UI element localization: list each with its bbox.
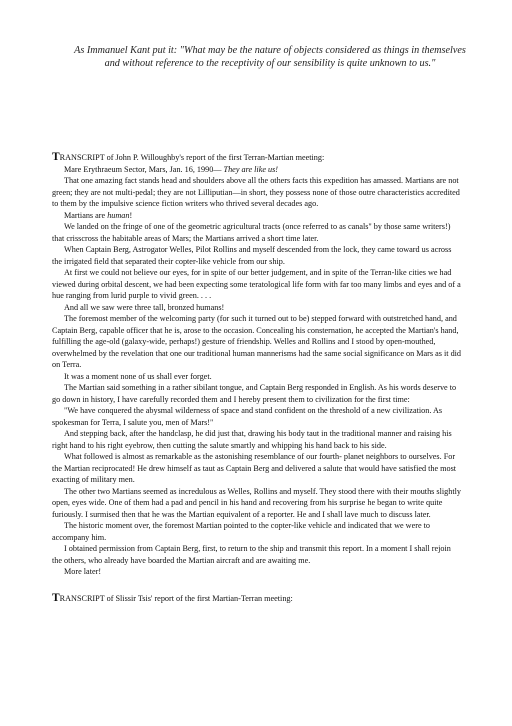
paragraph: And all we saw were three tall, bronzed humans! [64,302,225,312]
transcript-heading-2 [52,593,462,605]
paragraph: And stepping back, after the handclasp, he did just that, drawing his body taut in the traditional manner and raising his right hand to his right eyebrow, then cutting the salute smartly and whipping his hand back to his side. [52,429,452,450]
dropcap-letter: T [52,591,60,604]
paragraph: The Martian said something in a rather sibilant tongue, and Captain Berg responded in English. As his words deserve to go down in history, I have carefully recorded them and I hereby present them to civilization for the first time: [52,383,457,404]
dateline-text: Mare Erythraeum Sector, Mars, Jan. 16, 1990— [64,164,224,174]
paragraph: I obtained permission from Captain Berg, first, to return to the ship and transmit this report. In a moment I shall rejoin the others, who already have boarded the Martian aircraft and are awaiting me. [52,544,451,565]
paragraph: The historic moment over, the foremost Martian pointed to the copter-like vehicle and indicated that we were to accompany him. [52,521,431,542]
paragraph-text: Martians are [64,210,108,220]
paragraph-emphasis: human [107,210,130,220]
dateline [52,164,462,176]
paragraph: "We have conquered the abysmal wilderness of space and stand confident on the threshold of a new civilization. As spokesman for Terra, I salute you, men of Mars!" [52,406,443,427]
paragraph: The other two Martians seemed as incredulous as Welles, Rollins and myself. They stood there with their mouths slightly open, eyes wide. One of them had a pad and pencil in his hand and recovering from his surprise he began to write quite furiously. I surmised then that he was the Martian equivalent of a reporter. He and I shall lave much to discuss later. [52,486,461,519]
heading-text: RANSCRIPT of Slissir Tsis' report of the first Martian-Terran meeting: [59,593,293,603]
paragraph [52,210,462,222]
epigraph-quote: As Immanuel Kant put it: "What may be the nature of objects considered as things in themselves and without reference to the receptivity of our sensibility is quite unknown to us." [74,45,466,70]
paragraph: At first we could not believe our eyes, for in spite of our better judgement, and in spite of the Terran-like cities we had viewed during orbital descent, we had been expecting some teratological life form with far too many limbs and eyes and of a hue ranging from lurid purple to vivid green. . . . [52,268,461,300]
paragraph: The foremost member of the welcoming party (for such it turned out to be) stepped forward with outstretched hand, and Captain Berg, capable officer that he is, arose to the occasion. Concealing his consternation, he accepted the Martian's hand, fulfilling the age-old (galaxy-wide, perhaps!) gesture of friendship. Welles and Rollins and I stood by open-mouthed, overwhelmed by the revelation that one our traditional human mannerisms had the same social significance on Mars as it did on Terra. [52,314,462,369]
dateline-emphasis: They are like us! [223,164,279,174]
paragraph: We landed on the fringe of one of the geometric agricultural tracts (once referred to as canals" by those same writers!) that crisscross the habitable areas of Mars; the Martians arrived a short time later. [52,222,451,243]
paragraph: What followed is almost as remarkable as the astonishing resemblance of our fourth- planet neighbors to ourselves. For the Martian reciprocated! He drew himself as taut as Captain Berg and delivered a salute that would have satisfied the most exacting of military men. [52,452,457,484]
transcript-heading-1 [52,152,462,164]
paragraph: That one amazing fact stands head and shoulders above all the others facts this expedition has amassed. Martians are not green; they are not multi-pedal; they are not Lilliputian—in short, they possess none of those outre characteristics accredited to them by the impulsive science fiction writers who thrived several decades ago. [52,176,460,208]
dropcap-letter: T [52,151,60,163]
paragraph: It was a moment none of us shall ever forget. [64,371,212,381]
paragraph: When Captain Berg, Astrogator Welles, Pilot Rollins and myself descended from the lock, they came toward us across the irrigated field that separated their copter-like vehicle from our ship. [52,245,452,266]
body-text [52,152,462,604]
paragraph-text: ! [129,210,133,220]
heading-text: RANSCRIPT of John P. Willoughby's report of the first Terran-Martian meeting: [59,153,325,162]
paragraph: More later! [64,567,102,576]
